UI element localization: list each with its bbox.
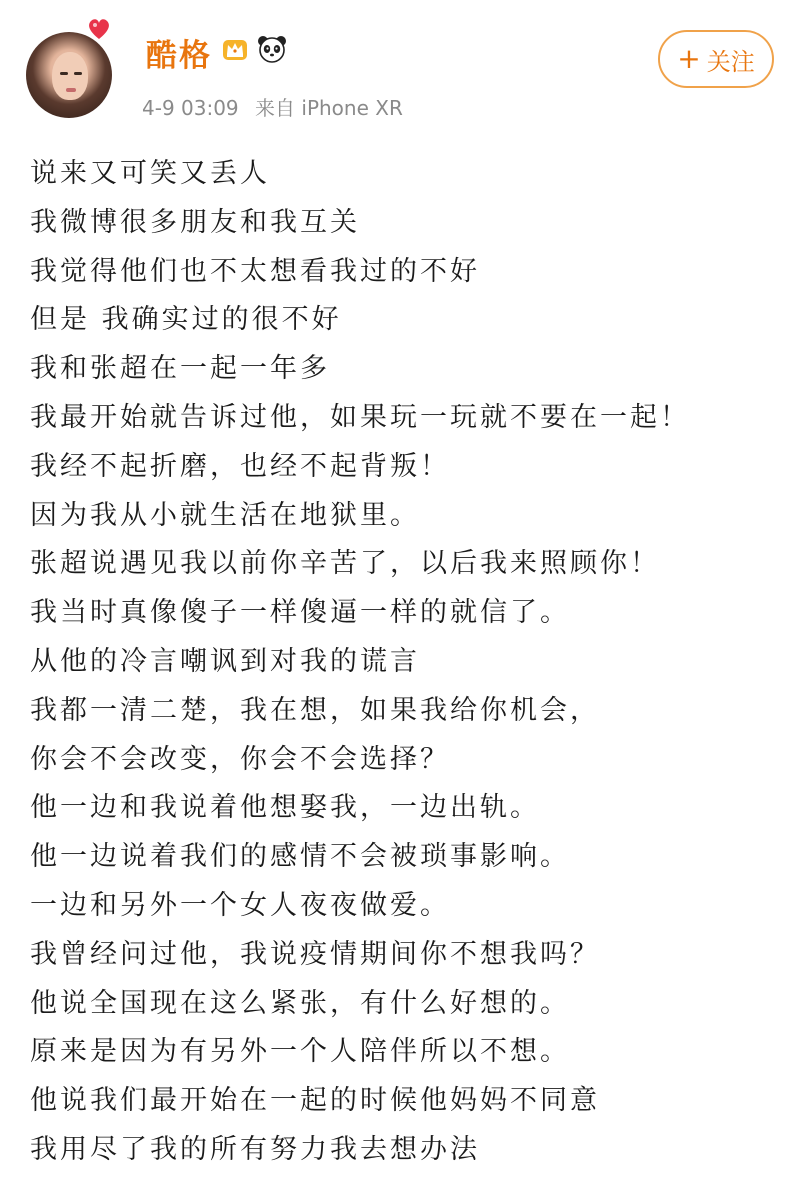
post-meta bbox=[142, 92, 413, 121]
post-line: 因为我从小就生活在地狱里。 bbox=[30, 499, 420, 531]
post-line: 从他的冷言嘲讽到对我的谎言 bbox=[30, 645, 420, 677]
post-time: 4-9 03:09 bbox=[142, 96, 239, 120]
post-source: 来自 iPhone XR bbox=[255, 96, 403, 120]
post-body bbox=[30, 150, 790, 1175]
post-line: 他说全国现在这么紧张，有什么好想的。 bbox=[30, 987, 570, 1019]
post-line: 原来是因为有另外一个人陪伴所以不想。 bbox=[30, 1036, 570, 1068]
post-line: 他一边和我说着他想娶我，一边出轨。 bbox=[30, 792, 540, 824]
follow-button[interactable] bbox=[658, 30, 774, 88]
post-line: 我最开始就告诉过他，如果玩一玩就不要在一起！ bbox=[30, 401, 690, 433]
post-line: 我经不起折磨，也经不起背叛！ bbox=[30, 450, 450, 482]
heart-badge-icon bbox=[86, 16, 112, 42]
post-line: 但是 我确实过的很不好 bbox=[30, 304, 342, 336]
post-line: 我用尽了我的所有努力我去想办法 bbox=[30, 1133, 480, 1165]
follow-label: 关注 bbox=[706, 47, 755, 76]
panda-icon bbox=[256, 33, 288, 65]
user-avatar[interactable] bbox=[26, 32, 112, 118]
post-line: 我都一清二楚，我在想，如果我给你机会， bbox=[30, 694, 600, 726]
post-line: 说来又可笑又丢人 bbox=[30, 158, 270, 189]
avatar-eye bbox=[74, 72, 82, 75]
plus-icon: + bbox=[677, 42, 701, 75]
post-line: 我觉得他们也不太想看我过的不好 bbox=[30, 255, 480, 287]
post-line: 我曾经问过他，我说疫情期间你不想我吗？ bbox=[30, 938, 600, 970]
post-line: 一边和另外一个女人夜夜做爱。 bbox=[30, 889, 450, 921]
post-line: 我和张超在一起一年多 bbox=[30, 353, 330, 385]
post-line: 他一边说着我们的感情不会被琐事影响。 bbox=[30, 841, 570, 873]
post-line: 他说我们最开始在一起的时候他妈妈不同意 bbox=[30, 1085, 600, 1117]
post-line: 你会不会改变，你会不会选择？ bbox=[30, 743, 450, 775]
post-line: 我微博很多朋友和我互关 bbox=[30, 206, 360, 238]
avatar-lip bbox=[66, 88, 76, 92]
username[interactable]: 酷格 bbox=[146, 38, 212, 74]
avatar-face bbox=[52, 52, 88, 100]
post-line: 我当时真像傻子一样傻逼一样的就信了。 bbox=[30, 597, 570, 629]
crown-vip-icon bbox=[220, 34, 250, 64]
post-line: 张超说遇见我以前你辛苦了，以后我来照顾你！ bbox=[30, 548, 660, 580]
post-header bbox=[0, 0, 800, 140]
avatar-eye bbox=[60, 72, 68, 75]
